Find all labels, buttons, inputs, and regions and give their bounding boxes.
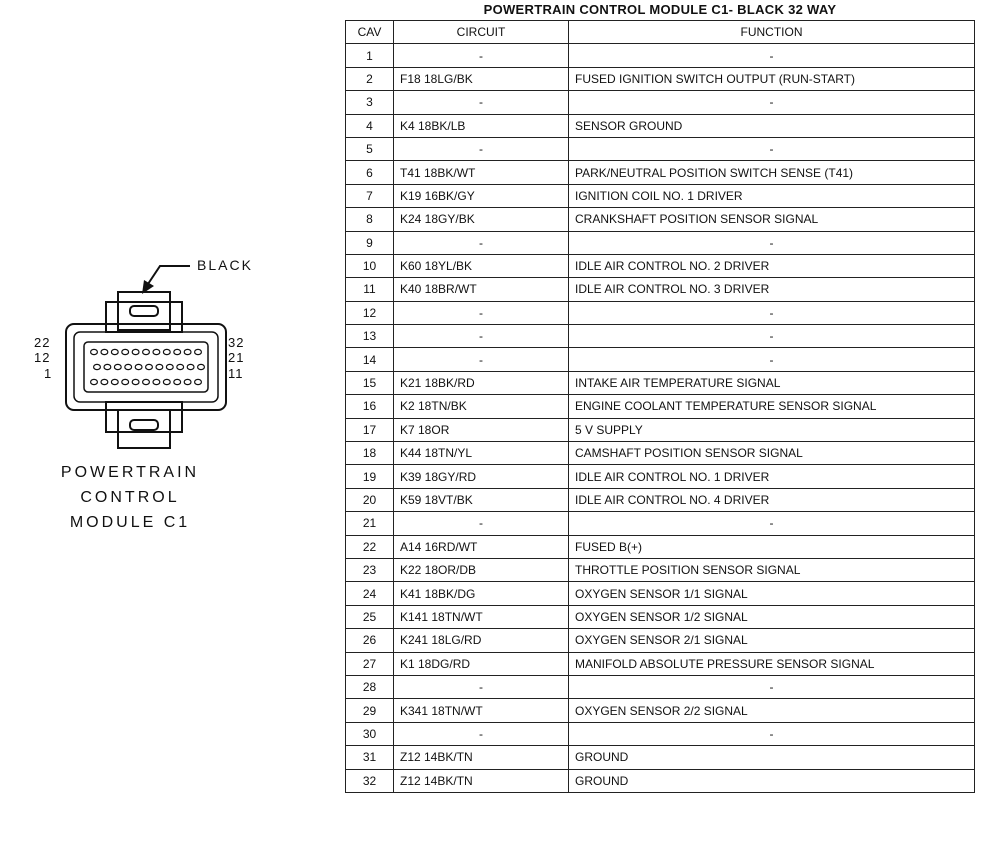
function-cell: - <box>569 301 975 324</box>
function-cell: IGNITION COIL NO. 1 DRIVER <box>569 184 975 207</box>
function-cell: THROTTLE POSITION SENSOR SIGNAL <box>569 558 975 581</box>
table-row <box>346 67 975 90</box>
table-row <box>346 746 975 769</box>
table-header-row <box>346 21 975 44</box>
cav-cell: 12 <box>346 301 394 324</box>
connector-pin <box>184 349 191 354</box>
connector-diagram <box>0 250 310 550</box>
function-cell: SENSOR GROUND <box>569 114 975 137</box>
table-row <box>346 605 975 628</box>
function-cell: - <box>569 722 975 745</box>
cav-cell: 3 <box>346 91 394 114</box>
connector-pin <box>114 364 121 369</box>
cav-cell: 29 <box>346 699 394 722</box>
connector-pin <box>122 379 129 384</box>
function-cell: PARK/NEUTRAL POSITION SWITCH SENSE (T41) <box>569 161 975 184</box>
table-row <box>346 231 975 254</box>
connector-pin <box>163 379 170 384</box>
cav-cell: 17 <box>346 418 394 441</box>
table-row <box>346 395 975 418</box>
cav-cell: 27 <box>346 652 394 675</box>
circuit-cell: K41 18BK/DG <box>394 582 569 605</box>
header-function: FUNCTION <box>569 21 975 44</box>
circuit-cell: - <box>394 91 569 114</box>
pin-label-1: 1 <box>44 366 53 381</box>
cav-cell: 25 <box>346 605 394 628</box>
function-cell: - <box>569 348 975 371</box>
caption-line-2: CONTROL <box>80 489 180 506</box>
connector-pin <box>198 364 205 369</box>
pin-label-11: 11 <box>228 366 244 381</box>
connector-pin <box>132 379 139 384</box>
connector-pin <box>94 364 101 369</box>
circuit-cell: K1 18DG/RD <box>394 652 569 675</box>
function-cell: OXYGEN SENSOR 2/2 SIGNAL <box>569 699 975 722</box>
cav-cell: 8 <box>346 208 394 231</box>
cav-cell: 11 <box>346 278 394 301</box>
cav-cell: 10 <box>346 254 394 277</box>
cav-cell: 30 <box>346 722 394 745</box>
circuit-cell: - <box>394 325 569 348</box>
circuit-cell: - <box>394 512 569 535</box>
pinout-table <box>345 20 975 793</box>
cav-cell: 32 <box>346 769 394 792</box>
cav-cell: 13 <box>346 325 394 348</box>
function-cell: CAMSHAFT POSITION SENSOR SIGNAL <box>569 442 975 465</box>
caption-line-3: MODULE C1 <box>69 514 191 531</box>
table-row <box>346 137 975 160</box>
function-cell: ENGINE COOLANT TEMPERATURE SENSOR SIGNAL <box>569 395 975 418</box>
connector-pin <box>111 379 118 384</box>
cav-cell: 20 <box>346 488 394 511</box>
table-row <box>346 535 975 558</box>
function-cell: IDLE AIR CONTROL NO. 1 DRIVER <box>569 465 975 488</box>
cav-cell: 6 <box>346 161 394 184</box>
pin-label-32: 32 <box>228 335 245 350</box>
function-cell: - <box>569 675 975 698</box>
cav-cell: 14 <box>346 348 394 371</box>
function-cell: IDLE AIR CONTROL NO. 2 DRIVER <box>569 254 975 277</box>
cav-cell: 4 <box>346 114 394 137</box>
table-row <box>346 442 975 465</box>
circuit-cell: Z12 14BK/TN <box>394 746 569 769</box>
cav-cell: 16 <box>346 395 394 418</box>
cav-cell: 18 <box>346 442 394 465</box>
cav-cell: 2 <box>346 67 394 90</box>
connector-pin <box>163 349 170 354</box>
table-row <box>346 722 975 745</box>
function-cell: GROUND <box>569 769 975 792</box>
connector-pin <box>153 379 160 384</box>
function-cell: - <box>569 137 975 160</box>
connector-pin <box>125 364 132 369</box>
table-row <box>346 348 975 371</box>
circuit-cell: - <box>394 137 569 160</box>
circuit-cell: K7 18OR <box>394 418 569 441</box>
table-row <box>346 769 975 792</box>
circuit-cell: F18 18LG/BK <box>394 67 569 90</box>
connector-pin <box>156 364 163 369</box>
cav-cell: 23 <box>346 558 394 581</box>
function-cell: FUSED IGNITION SWITCH OUTPUT (RUN-START) <box>569 67 975 90</box>
circuit-cell: K44 18TN/YL <box>394 442 569 465</box>
table-title: POWERTRAIN CONTROL MODULE C1- BLACK 32 WAY <box>483 2 837 17</box>
cav-cell: 1 <box>346 44 394 67</box>
function-cell: - <box>569 231 975 254</box>
function-cell: - <box>569 512 975 535</box>
table-row <box>346 301 975 324</box>
circuit-cell: K22 18OR/DB <box>394 558 569 581</box>
table-row <box>346 512 975 535</box>
circuit-cell: - <box>394 722 569 745</box>
table-row <box>346 184 975 207</box>
circuit-cell: K24 18GY/BK <box>394 208 569 231</box>
function-cell: IDLE AIR CONTROL NO. 3 DRIVER <box>569 278 975 301</box>
table-row <box>346 558 975 581</box>
connector-pin <box>143 349 150 354</box>
table-row <box>346 629 975 652</box>
circuit-cell: K141 18TN/WT <box>394 605 569 628</box>
table-row <box>346 91 975 114</box>
table-row <box>346 44 975 67</box>
connector-pin <box>91 379 98 384</box>
cav-cell: 7 <box>346 184 394 207</box>
circuit-cell: - <box>394 44 569 67</box>
circuit-cell: K341 18TN/WT <box>394 699 569 722</box>
function-cell: - <box>569 44 975 67</box>
connector-caption <box>40 460 220 535</box>
function-cell: FUSED B(+) <box>569 535 975 558</box>
function-cell: MANIFOLD ABSOLUTE PRESSURE SENSOR SIGNAL <box>569 652 975 675</box>
cav-cell: 21 <box>346 512 394 535</box>
cav-cell: 28 <box>346 675 394 698</box>
circuit-cell: T41 18BK/WT <box>394 161 569 184</box>
header-circuit: CIRCUIT <box>394 21 569 44</box>
connector-pin <box>101 379 108 384</box>
function-cell: CRANKSHAFT POSITION SENSOR SIGNAL <box>569 208 975 231</box>
circuit-cell: K21 18BK/RD <box>394 371 569 394</box>
table-row <box>346 582 975 605</box>
black-pointer-label: BLACK <box>197 257 253 273</box>
circuit-cell: K19 16BK/GY <box>394 184 569 207</box>
connector-pin <box>135 364 142 369</box>
table-row <box>346 254 975 277</box>
cav-cell: 9 <box>346 231 394 254</box>
function-cell: OXYGEN SENSOR 2/1 SIGNAL <box>569 629 975 652</box>
table-row <box>346 208 975 231</box>
connector-pin <box>166 364 173 369</box>
circuit-cell: - <box>394 675 569 698</box>
connector-pin <box>104 364 111 369</box>
function-cell: OXYGEN SENSOR 1/2 SIGNAL <box>569 605 975 628</box>
pin-label-21: 21 <box>228 350 245 365</box>
table-row <box>346 278 975 301</box>
connector-pin <box>174 349 181 354</box>
table-row <box>346 114 975 137</box>
circuit-cell: K39 18GY/RD <box>394 465 569 488</box>
connector-pin <box>111 349 118 354</box>
function-cell: IDLE AIR CONTROL NO. 4 DRIVER <box>569 488 975 511</box>
connector-pin <box>174 379 181 384</box>
function-cell: INTAKE AIR TEMPERATURE SIGNAL <box>569 371 975 394</box>
cav-cell: 19 <box>346 465 394 488</box>
cav-cell: 26 <box>346 629 394 652</box>
connector-pin <box>177 364 184 369</box>
circuit-cell: K241 18LG/RD <box>394 629 569 652</box>
circuit-cell: - <box>394 301 569 324</box>
function-cell: - <box>569 325 975 348</box>
connector-pin <box>195 379 202 384</box>
table-row <box>346 675 975 698</box>
connector-pin <box>187 364 194 369</box>
table-row <box>346 465 975 488</box>
connector-pin <box>91 349 98 354</box>
connector-pin <box>184 379 191 384</box>
circuit-cell: K2 18TN/BK <box>394 395 569 418</box>
circuit-cell: K60 18YL/BK <box>394 254 569 277</box>
connector-pin <box>122 349 129 354</box>
table-row <box>346 371 975 394</box>
cav-cell: 22 <box>346 535 394 558</box>
table-row <box>346 418 975 441</box>
connector-pin <box>153 349 160 354</box>
function-cell: OXYGEN SENSOR 1/1 SIGNAL <box>569 582 975 605</box>
table-row <box>346 699 975 722</box>
connector-pin <box>101 349 108 354</box>
pin-label-22: 22 <box>34 335 51 350</box>
cav-cell: 24 <box>346 582 394 605</box>
table-row <box>346 652 975 675</box>
circuit-cell: Z12 14BK/TN <box>394 769 569 792</box>
header-cav: CAV <box>346 21 394 44</box>
table-row <box>346 488 975 511</box>
connector-pin <box>132 349 139 354</box>
circuit-cell: - <box>394 231 569 254</box>
function-cell: 5 V SUPPLY <box>569 418 975 441</box>
circuit-cell: - <box>394 348 569 371</box>
connector-pin <box>146 364 153 369</box>
circuit-cell: K4 18BK/LB <box>394 114 569 137</box>
table-row <box>346 161 975 184</box>
pin-label-12: 12 <box>34 350 51 365</box>
cav-cell: 15 <box>346 371 394 394</box>
caption-line-1: POWERTRAIN <box>60 464 200 481</box>
connector-pin <box>143 379 150 384</box>
table-row <box>346 325 975 348</box>
cav-cell: 31 <box>346 746 394 769</box>
cav-cell: 5 <box>346 137 394 160</box>
circuit-cell: K59 18VT/BK <box>394 488 569 511</box>
function-cell: GROUND <box>569 746 975 769</box>
circuit-cell: A14 16RD/WT <box>394 535 569 558</box>
connector-pin <box>195 349 202 354</box>
circuit-cell: K40 18BR/WT <box>394 278 569 301</box>
function-cell: - <box>569 91 975 114</box>
